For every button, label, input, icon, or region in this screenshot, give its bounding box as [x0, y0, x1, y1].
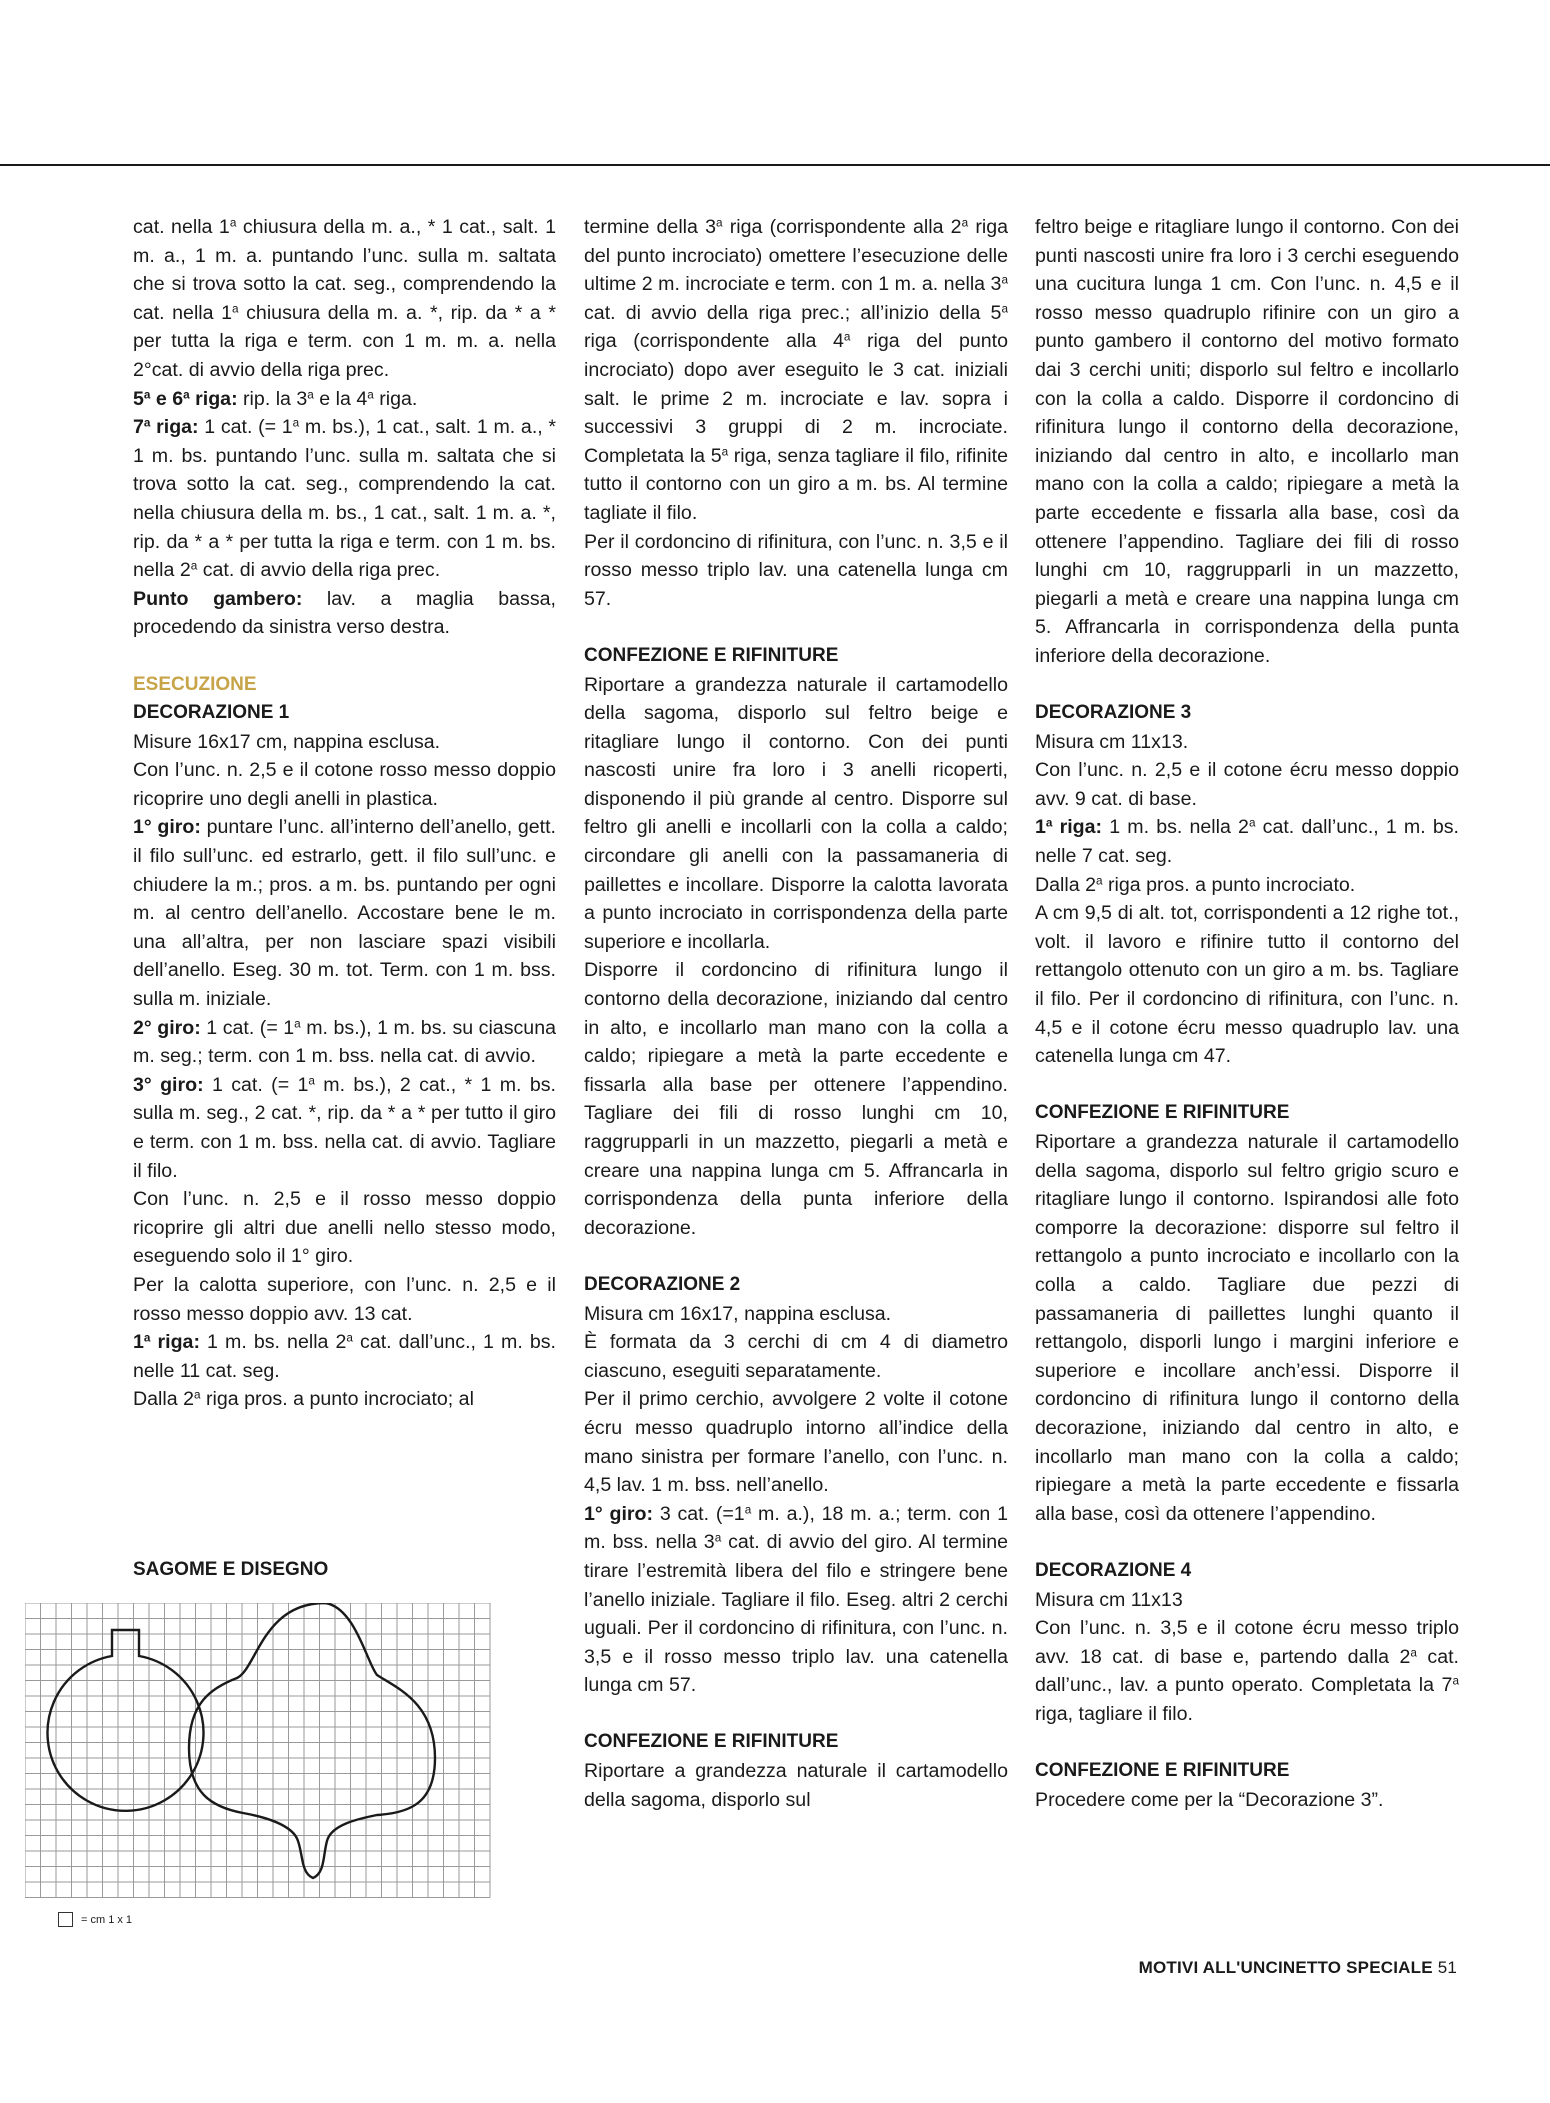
paragraph: [584, 956, 1008, 1242]
paragraph-text: Riportare a grandezza naturale il cartamodello della sagoma, disporlo sul feltro grigio scuro e ritagliare lungo il contorno. Ispirandosi alle foto comporre la decorazione: disporre sul feltro il rettangolo a punto incrociato e incollarlo con la colla a caldo. Tagliare due pezzi di passamaneria di paillettes lunghi quanto il rettangolo, disporli lungo i margini inferiore e superiore e incollare anch’essi. Disporre il cordoncino di rifinitura lungo il contorno della decorazione, iniziando dal centro in alto, e incollarlo man mano con la colla a caldo; ripiegare a metà la parte eccedente e fissarla alla base, così da ottenere l’appendino.: [1035, 1131, 1459, 1525]
paragraph: [1035, 899, 1459, 1071]
paragraph-gap: [584, 1700, 1008, 1729]
row-label: 1° giro:: [133, 816, 201, 839]
paragraph: [133, 413, 556, 585]
subsection-heading: DECORAZIONE 2: [584, 1273, 741, 1295]
footer-title: MOTIVI ALL'UNCINETTO SPECIALE: [1138, 1958, 1433, 1977]
grid-square-icon: [58, 1912, 73, 1927]
row-label: 5$^a$ e 6$^a$ riga:: [133, 387, 238, 410]
paragraph: [1035, 1614, 1459, 1728]
paragraph: [133, 585, 556, 642]
subsection-heading: CONFEZIONE E RIFINITURE: [584, 644, 839, 666]
grid-legend: [58, 1912, 132, 1927]
top-rule: [0, 164, 1550, 166]
paragraph-text: puntare l’unc. all’interno dell’anello, gett. il filo sull’unc. ed estrarlo, gett. il filo sull’unc. e chiudere la m.; pros. a m. bs. puntando per ogni m. al centro dell’anello. Accostare bene le m. una all’altra, per non lasciare spazi visibili dell’anello. Eseg. 30 m. tot. Term. con 1 m. bss. sulla m. iniziale.: [133, 816, 556, 1011]
text-column-2: [584, 213, 1008, 1814]
paragraph: [1035, 1128, 1459, 1528]
subsection-heading: CONFEZIONE E RIFINITURE: [1035, 1760, 1290, 1782]
paragraph: [133, 1185, 556, 1271]
paragraph-gap: [584, 1242, 1008, 1271]
paragraph: [133, 756, 556, 813]
paragraph-text: cat. nella 1$^a$ chiusura della m. a., * 1 cat., salt. 1 m. a., 1 m. a. puntando l’unc. sulla m. saltata che si trova sotto la cat. seg., comprendendo la cat. nella 1$^a$ chiusura della m. a. *, rip. da * a * per tutta la riga e term. con 1 m. m. a. nella 2°cat. di avvio della riga prec.: [133, 216, 557, 381]
paragraph: [1035, 728, 1459, 757]
subsection-heading: DECORAZIONE 4: [1035, 1559, 1192, 1581]
paragraph-text: Dalla 2$^a$ riga pros. a punto incrociato; al: [133, 1388, 474, 1411]
row-label: 3° giro:: [133, 1073, 204, 1096]
paragraph: [1035, 1586, 1459, 1615]
paragraph: [1035, 1786, 1459, 1815]
paragraph-gap: [1035, 671, 1459, 700]
onion-ornament-shape: [189, 1603, 435, 1878]
paragraph-text: Misura cm 11x13: [1035, 1588, 1183, 1611]
paragraph-text: 1 m. bs. nella 2$^a$ cat. dall’unc., 1 m. bs. nelle 11 cat. seg.: [133, 1331, 556, 1382]
paragraph-text: Dalla 2$^a$ riga pros. a punto incrociato.: [1035, 873, 1356, 896]
paragraph: [584, 528, 1008, 614]
paragraph-text: A cm 9,5 di alt. tot, corrispondenti a 12 righe tot., volt. il lavoro e rifinire tutto il contorno del rettangolo ottenuto con un giro a m. bs. Tagliare il filo. Per il cordoncino di rifinitura, con l’unc. n. 4,5 e il cotone écru messo quadruplo lav. una catenella lunga cm 47.: [1035, 902, 1459, 1068]
paragraph: [584, 1385, 1008, 1499]
legend-label: = cm 1 x 1: [81, 1913, 133, 1926]
paragraph-text: 1 m. bs. nella 2$^a$ cat. dall’unc., 1 m. bs. nelle 7 cat. seg.: [1035, 816, 1459, 868]
paragraph: [584, 671, 1008, 957]
paragraph: [1035, 813, 1459, 870]
row-label: 1$^a$ riga:: [1035, 816, 1103, 839]
paragraph: [133, 813, 556, 1013]
paragraph-text: Disporre il cordoncino di rifinitura lungo il contorno della decorazione, iniziando dal centro in alto, e incollarlo man mano con la colla a caldo; ripiegare a metà la parte eccedente e fissarla alla base per ottenere l’appendino. Tagliare dei fili di rosso lunghi cm 10, raggrupparli in un mazzetto, piegarli a metà e creare una nappina lunga cm 5. Affrancarla in corrispondenza della punta inferiore della decorazione.: [584, 959, 1008, 1239]
paragraph-text: 1 cat. (= $1^a$ m. bs.), 1 cat., salt. 1 m. a., * 1 m. bs. puntando l’unc. sulla m. saltata che si trova sotto la cat. seg., comprendendo la cat. nella chiusura della m. bs., 1 cat., salt. 1 m. a. *, rip. da * a * per tutta la riga e term. con 1 m. bs. nella 2$^a$ cat. di avvio della riga prec.: [133, 416, 557, 582]
paragraph-text: Riportare a grandezza naturale il cartamodello della sagoma, disporlo sul: [584, 1760, 1008, 1811]
paragraph: [1035, 213, 1459, 671]
text-column-1: [133, 213, 556, 1414]
paragraph-text: Misure 16x17 cm, nappina esclusa.: [133, 730, 441, 753]
paragraph-text: 3 cat. ($=1^a$ m. a.), 18 m. a.; term. con 1 m. bss. nella 3$^a$ cat. di avvio del giro. Al termine tirare l’estremità libera del filo e stringere bene l’anello iniziale. Tagliare il filo. Eseg. altri 2 cerchi uguali. Per il cordoncino di rifinitura, con l’unc. n. 3,5 e il rosso messo triplo lav. una catenella lunga cm 57.: [584, 1502, 1009, 1697]
paragraph: [133, 1385, 556, 1414]
paragraph-gap: [1035, 1728, 1459, 1757]
paragraph-gap: [1035, 1071, 1459, 1100]
row-label: 1$^a$ riga:: [133, 1331, 200, 1354]
page-footer: [1139, 1958, 1457, 1978]
paragraph-text: Per la calotta superiore, con l’unc. n. 2,5 e il rosso messo doppio avv. 13 cat.: [133, 1273, 556, 1325]
text-column-3: [1035, 213, 1459, 1814]
row-label: Punto gambero:: [133, 587, 303, 610]
paragraph: [584, 213, 1008, 528]
paragraph-text: Riportare a grandezza naturale il cartamodello della sagoma, disporlo sul feltro beige e ritagliare lungo il contorno. Con dei punti nascosti unire fra loro i 3 anelli ricoperti, disponendo il più grande al centro. Disporre sul feltro gli anelli e incollarli con la colla a caldo; circondare gli anelli con la passamaneria di paillettes e incollare. Disporre la calotta lavorata a punto incrociato in corrispondenza della parte superiore e incollarla.: [584, 673, 1008, 953]
subsection-heading: DECORAZIONE 3: [1035, 702, 1192, 724]
row-label: 1° giro:: [584, 1502, 654, 1525]
row-label: 7$^a$ riga:: [133, 416, 199, 439]
paragraph-text: È formata da 3 cerchi di cm 4 di diametro ciascuno, eseguiti separatamente.: [584, 1331, 1008, 1382]
paragraph-text: Misura cm 16x17, nappina esclusa.: [584, 1302, 892, 1325]
page-number: 51: [1437, 1958, 1457, 1977]
subsection-heading: CONFEZIONE E RIFINITURE: [584, 1731, 839, 1753]
paragraph-text: Per il cordoncino di rifinitura, con l’unc. n. 3,5 e il rosso messo triplo lav. una catenella lunga cm 57.: [584, 530, 1008, 610]
paragraph-text: Misura cm 11x13.: [1035, 730, 1189, 753]
paragraph-text: Per il primo cerchio, avvolgere 2 volte il cotone écru messo quadruplo intorno all’indice della mano sinistra per formare l’anello, con l’unc. n. 4,5 lav. 1 m. bss. nell’anello.: [584, 1388, 1008, 1497]
pattern-grid-figure: [25, 1603, 545, 1898]
paragraph-gap: [1035, 1528, 1459, 1557]
paragraph-text: rip. la 3$^a$ e la 4$^a$ riga.: [237, 387, 418, 410]
paragraph-text: lav. a maglia bassa, procedendo da sinistra verso destra.: [133, 587, 556, 639]
paragraph: [1035, 756, 1459, 813]
paragraph-text: Con l’unc. n. 2,5 e il rosso messo doppio ricoprire gli altri due anelli nello stesso modo, eseguendo solo il 1° giro.: [133, 1188, 556, 1268]
paragraph: [133, 1271, 556, 1328]
paragraph-text: Con l’unc. n. 2,5 e il cotone écru messo doppio avv. 9 cat. di base.: [1035, 759, 1459, 810]
row-label: 2° giro:: [133, 1016, 201, 1039]
paragraph-text: termine della 3$^a$ riga (corrispondente alla 2$^a$ riga del punto incrociato) omettere l’esecuzione delle ultime 2 m. incrociate e term. con 1 m. a. nella 3$^a$ cat. di avvio della riga prec.; all’inizio della 5$^a$ riga (corrispondente alla 4$^a$ riga del punto incrociato) dopo aver eseguito le 3 cat. iniziali salt. le prime 2 m. incrociate e lav. sopra i successivi 3 gruppi di 2 m. incrociate. Completata la 5$^a$ riga, senza tagliare il filo, rifinite tutto il contorno con un giro a m. bs. Al termine tagliate il filo.: [584, 216, 1008, 524]
grid-lines: [25, 1603, 490, 1898]
paragraph: [584, 1500, 1008, 1700]
paragraph-text: feltro beige e ritagliare lungo il contorno. Con dei punti nascosti unire fra loro i 3 cerchi eseguendo una cucitura lunga 1 cm. Con l’unc. n. 4,5 e il rosso messo quadruplo rifinire con un giro a punto gambero il contorno del motivo formato dai 3 cerchi uniti; disporlo sul feltro e incollarlo con la colla a caldo. Disporre il cordoncino di rifinitura lungo il contorno della decorazione, iniziando dal centro in alto, e incollarlo man mano con la colla a caldo; ripiegare a metà la parte eccedente e fissarla alla base, così da ottenere l’appendino. Tagliare dei fili di rosso lunghi cm 10, raggrupparli in un mazzetto, piegarli a metà e creare una nappina lunga cm 5. Affrancarla in corrispondenza della punta inferiore della decorazione.: [1035, 216, 1459, 667]
paragraph: [584, 1328, 1008, 1385]
paragraph: [133, 1328, 556, 1385]
paragraph: [133, 385, 556, 414]
paragraph: [133, 213, 556, 385]
paragraph: [133, 1071, 556, 1185]
paragraph: [584, 1300, 1008, 1329]
section-heading: ESECUZIONE: [133, 673, 257, 695]
subsection-heading: CONFEZIONE E RIFINITURE: [1035, 1102, 1290, 1124]
paragraph-text: 1 cat. (= $1^a$ m. bs.), 1 m. bs. su ciascuna m. seg.; term. con 1 m. bss. nella cat. di avvio.: [133, 1016, 556, 1068]
paragraph: [133, 728, 556, 757]
paragraph: [584, 1757, 1008, 1814]
figure-title: SAGOME E DISEGNO: [133, 1559, 329, 1580]
paragraph-gap: [584, 613, 1008, 642]
paragraph: [133, 1014, 556, 1071]
paragraph-text: Con l’unc. n. 2,5 e il cotone rosso messo doppio ricoprire uno degli anelli in plastica.: [133, 759, 556, 810]
paragraph: [1035, 871, 1459, 900]
paragraph-text: 1 cat. (= $1^a$ m. bs.), 2 cat., * 1 m. bs. sulla m. seg., 2 cat. *, rip. da * a * per tutto il giro e term. con 1 m. bss. nella cat. di avvio. Tagliare il filo.: [133, 1073, 556, 1182]
paragraph-text: Procedere come per la “Decorazione 3”.: [1035, 1788, 1384, 1811]
paragraph-text: Con l’unc. n. 3,5 e il cotone écru messo triplo avv. 18 cat. di base e, partendo dalla 2$^a$ cat. dall’unc., lav. a punto operato. Completata la 7$^a$ riga, tagliare il filo.: [1035, 1617, 1459, 1725]
paragraph-gap: [133, 642, 556, 671]
subsection-heading: DECORAZIONE 1: [133, 702, 290, 724]
